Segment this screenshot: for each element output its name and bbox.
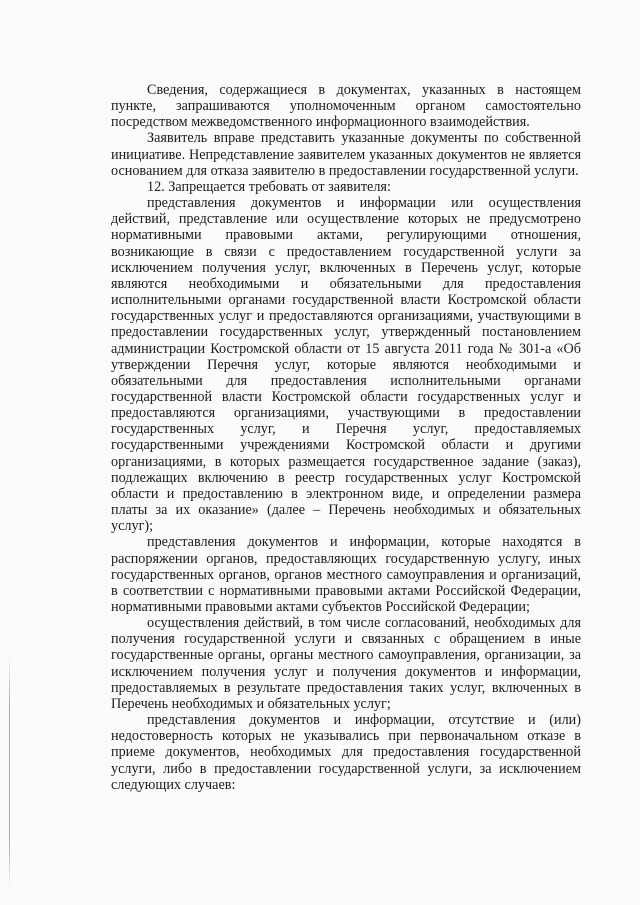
paragraph-missing-documents: представления документов и информации, отсутствие и (или) недостоверность которых не указывались при первоначальном отказе в приеме документов, необходимых для предоставления государственной услуги, либо в предоставлении государственной услуги, за исключением следующих случаев: [111, 712, 581, 793]
paragraph-actions-approvals: осуществления действий, в том числе согласований, необходимых для получения государственной услуги и связанных с обращением в иные государственные органы, органы местного самоуправления, организации, за исключением получения услуг и получения документов и информации, предоставляемых в результате предоставления таких услуг, включенных в Перечень необходимых и обязательных услуг; [111, 615, 581, 712]
document-body [111, 82, 581, 793]
paragraph-item-12-heading: 12. Запрещается требовать от заявителя: [147, 178, 391, 195]
paragraph-applicant-right: Заявитель вправе представить указанные документы по собственной инициативе. Непредставление заявителем указанных документов не является основанием для отказа заявителю в предоставлении государственной услуги. [111, 130, 581, 179]
paragraph-info-requests: Сведения, содержащиеся в документах, указанных в настоящем пункте, запрашиваются уполномоченным органом самостоятельно посредством межведомственного информационного взаимодействия. [111, 82, 581, 131]
paragraph-documents-in-possession: представления документов и информации, которые находятся в распоряжении органов, предоставляющих государственную услугу, иных государственных органов, органов местного самоуправления и организаций, в соответствии с нормативными правовыми актами Российской Федерации, нормативными правовыми актами субъектов Российской Федерации; [111, 534, 581, 615]
paragraph-prohibited-documents: представления документов и информации или осуществления действий, представление или осуществление которых не предусмотрено нормативными правовыми актами, регулирующими отношения, возникающие в связи с предоставлением государственной услуги за исключением получения услуг, включенных в Перечень услуг, которые являются необходимыми и обязательными для предоставления исполнительными органами государственной власти Костромской области государственных услуг и предоставляются организациями, участвующими в предоставлении государственных услуг, утвержденный постановлением администрации Костромской области от 15 августа 2011 года № 301-а «Об утверждении Перечня услуг, которые являются необходимыми и обязательными для предоставления исполнительными органами государственной власти Костромской области государственных услуг и предоставляются организациями, участвующими в предоставлении государственных услуг, и Перечня услуг, предоставляемых государственными учреждениями Костромской области и другими организациями, в которых размещается государственное задание (заказ), подлежащих включению в реестр государственных услуг Костромской области и предоставлению в электронном виде, и определении размера платы за их оказание» (далее – Перечень необходимых и обязательных услуг); [111, 195, 581, 535]
scan-edge-line [9, 655, 10, 890]
